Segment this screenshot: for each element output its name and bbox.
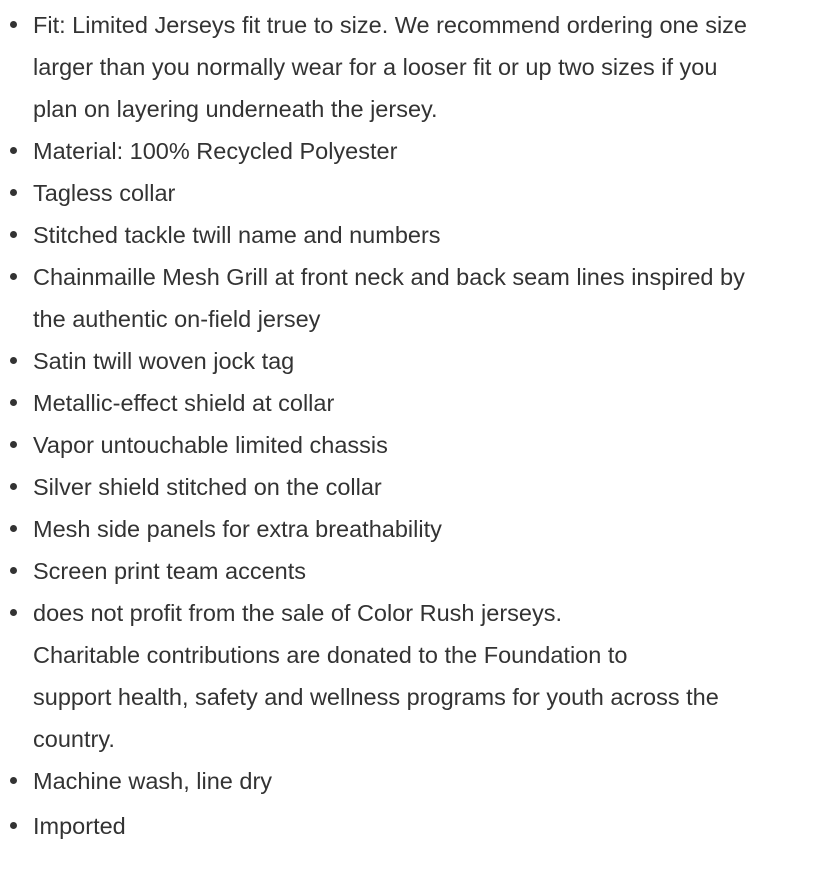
bullet-icon bbox=[10, 567, 17, 574]
bullet-icon bbox=[10, 525, 17, 532]
feature-charity-line-1: does not profit from the sale of Color Rush jerseys. bbox=[33, 600, 562, 626]
feature-fit-line-3: plan on layering underneath the jersey. bbox=[33, 96, 438, 122]
feature-item-mesh-panels bbox=[0, 508, 823, 550]
feature-charity-line-2: Charitable contributions are donated to the Foundation to bbox=[33, 642, 628, 668]
bullet-icon bbox=[10, 273, 17, 280]
feature-fit-line-2: larger than you normally wear for a looser fit or up two sizes if you bbox=[33, 54, 718, 80]
feature-item-screen-print bbox=[0, 550, 823, 592]
feature-item-silver-shield bbox=[0, 466, 823, 508]
feature-item-tagless-collar bbox=[0, 172, 823, 214]
feature-item-material bbox=[0, 130, 823, 172]
feature-item-jock-tag bbox=[0, 340, 823, 382]
bullet-icon bbox=[10, 777, 17, 784]
feature-tagless-collar-text: Tagless collar bbox=[33, 180, 176, 206]
feature-mesh-panels-text: Mesh side panels for extra breathability bbox=[33, 516, 442, 542]
bullet-icon bbox=[10, 231, 17, 238]
feature-item-metallic-shield bbox=[0, 382, 823, 424]
feature-mesh-grill-line-2: the authentic on-field jersey bbox=[33, 306, 321, 332]
feature-item-stitched-twill bbox=[0, 214, 823, 256]
bullet-icon bbox=[10, 189, 17, 196]
feature-stitched-twill-text: Stitched tackle twill name and numbers bbox=[33, 222, 441, 248]
feature-item-fit bbox=[0, 4, 823, 130]
feature-item-imported bbox=[0, 805, 823, 847]
feature-silver-shield-text: Silver shield stitched on the collar bbox=[33, 474, 382, 500]
feature-item-mesh-grill bbox=[0, 256, 823, 340]
bullet-icon bbox=[10, 822, 17, 829]
feature-item-charity bbox=[0, 592, 823, 760]
bullet-icon bbox=[10, 147, 17, 154]
feature-vapor-chassis-text: Vapor untouchable limited chassis bbox=[33, 432, 388, 458]
bullet-icon bbox=[10, 21, 17, 28]
feature-item-care bbox=[0, 760, 823, 802]
bullet-icon bbox=[10, 483, 17, 490]
feature-jock-tag-text: Satin twill woven jock tag bbox=[33, 348, 295, 374]
feature-material-text: Material: 100% Recycled Polyester bbox=[33, 138, 398, 164]
feature-item-vapor-chassis bbox=[0, 424, 823, 466]
feature-imported-text: Imported bbox=[33, 813, 126, 839]
bullet-icon bbox=[10, 441, 17, 448]
bullet-icon bbox=[10, 399, 17, 406]
feature-care-text: Machine wash, line dry bbox=[33, 768, 273, 794]
feature-metallic-shield-text: Metallic-effect shield at collar bbox=[33, 390, 335, 416]
feature-fit-line-1: Fit: Limited Jerseys fit true to size. We recommend ordering one size bbox=[33, 12, 747, 38]
bullet-icon bbox=[10, 609, 17, 616]
feature-mesh-grill-line-1: Chainmaille Mesh Grill at front neck and back seam lines inspired by bbox=[33, 264, 745, 290]
feature-charity-line-4: country. bbox=[33, 726, 115, 752]
feature-charity-line-3: support health, safety and wellness programs for youth across the bbox=[33, 684, 719, 710]
bullet-icon bbox=[10, 357, 17, 364]
feature-screen-print-text: Screen print team accents bbox=[33, 558, 306, 584]
